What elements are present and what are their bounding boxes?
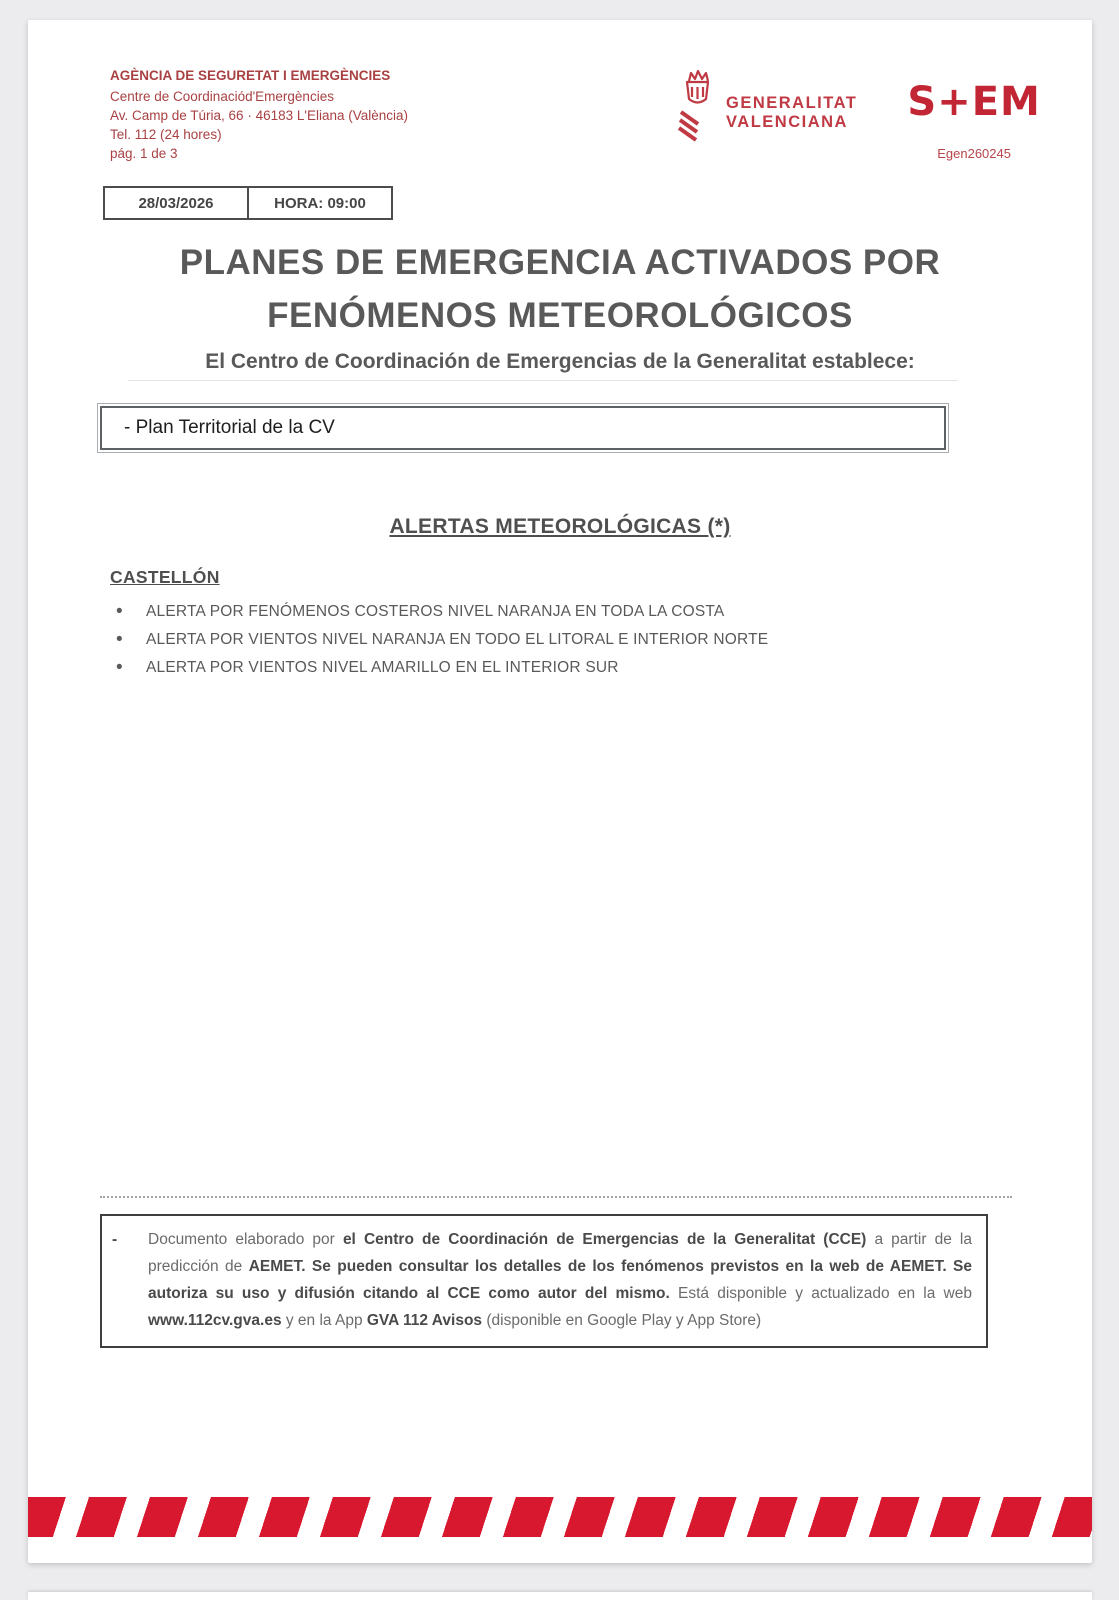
plan-item: - Plan Territorial de la CV (124, 417, 335, 438)
date-time-table (103, 186, 393, 220)
agency-line-address: Av. Camp de Túria, 66 · 46183 L'Eliana (València) (110, 108, 408, 123)
activated-plans-box (97, 403, 949, 453)
date-cell: 28/03/2026 (138, 194, 214, 212)
document-title (28, 236, 1092, 342)
generalitat-wordmark (726, 94, 857, 132)
footer-note-text: Documento elaborado por el Centro de Coordinación de Emergencias de la Generalitat (CCE) a partir de la predicción de AEMET. Se pueden consultar los detalles de los fenómenos previstos en la web de AEMET. Se autoriza su uso y difusión citando al CCE como autor del mismo. Está disponible y actualizado en la web www.112cv.gva.es y en la App GVA 112 Avisos (disponible en Google Play y App Store) (148, 1231, 972, 1329)
next-page-edge (28, 1592, 1092, 1600)
alert-list (110, 598, 950, 682)
logo-row (676, 66, 1041, 161)
dotted-divider (100, 1196, 1012, 1198)
alert-item: • ALERTA POR VIENTOS NIVEL AMARILLO EN EL INTERIOR SUR (110, 654, 950, 682)
generalitat-wordmark-line1: GENERALITAT (726, 94, 858, 112)
warning-stripe-band (28, 1497, 1092, 1537)
generalitat-wordmark-line2: VALENCIANA (726, 113, 848, 131)
generalitat-crest-icon (676, 66, 718, 142)
title-line-2: FENÓMENOS METEOROLÓGICOS (267, 296, 853, 335)
footer-note-dash: - (112, 1231, 118, 1248)
agency-line-phone: Tel. 112 (24 hores) (110, 127, 222, 142)
province-heading-castellon: CASTELLÓN (110, 567, 220, 587)
agency-address-block (110, 66, 408, 163)
sem-block (907, 66, 1040, 161)
alert-item: • ALERTA POR FENÓMENOS COSTEROS NIVEL NARANJA EN TODA LA COSTA (110, 598, 950, 626)
document-subtitle: El Centro de Coordinación de Emergencias de la Generalitat establece: (205, 350, 915, 373)
footer-note-box (100, 1214, 988, 1348)
agency-line-department: Centre de Coordinaciód'Emergències (110, 89, 334, 104)
table-hairline (128, 380, 958, 381)
generalitat-logo (676, 66, 857, 142)
agency-line-page-number: pág. 1 de 3 (110, 146, 178, 161)
time-cell: HORA: 09:00 (247, 188, 391, 218)
document-reference: Egen260245 (937, 146, 1011, 161)
sem-logo: S+EM (907, 79, 1041, 125)
title-line-1: PLANES DE EMERGENCIA ACTIVADOS POR (179, 243, 941, 282)
alerts-section-heading: ALERTAS METEOROLÓGICAS (*) (389, 515, 731, 538)
agency-name: AGÈNCIA DE SEGURETAT I EMERGÈNCIES (110, 68, 391, 83)
activated-plans-box-inner (100, 406, 946, 450)
document-page (28, 20, 1092, 1563)
alert-item: • ALERTA POR VIENTOS NIVEL NARANJA EN TODO EL LITORAL E INTERIOR NORTE (110, 626, 950, 654)
